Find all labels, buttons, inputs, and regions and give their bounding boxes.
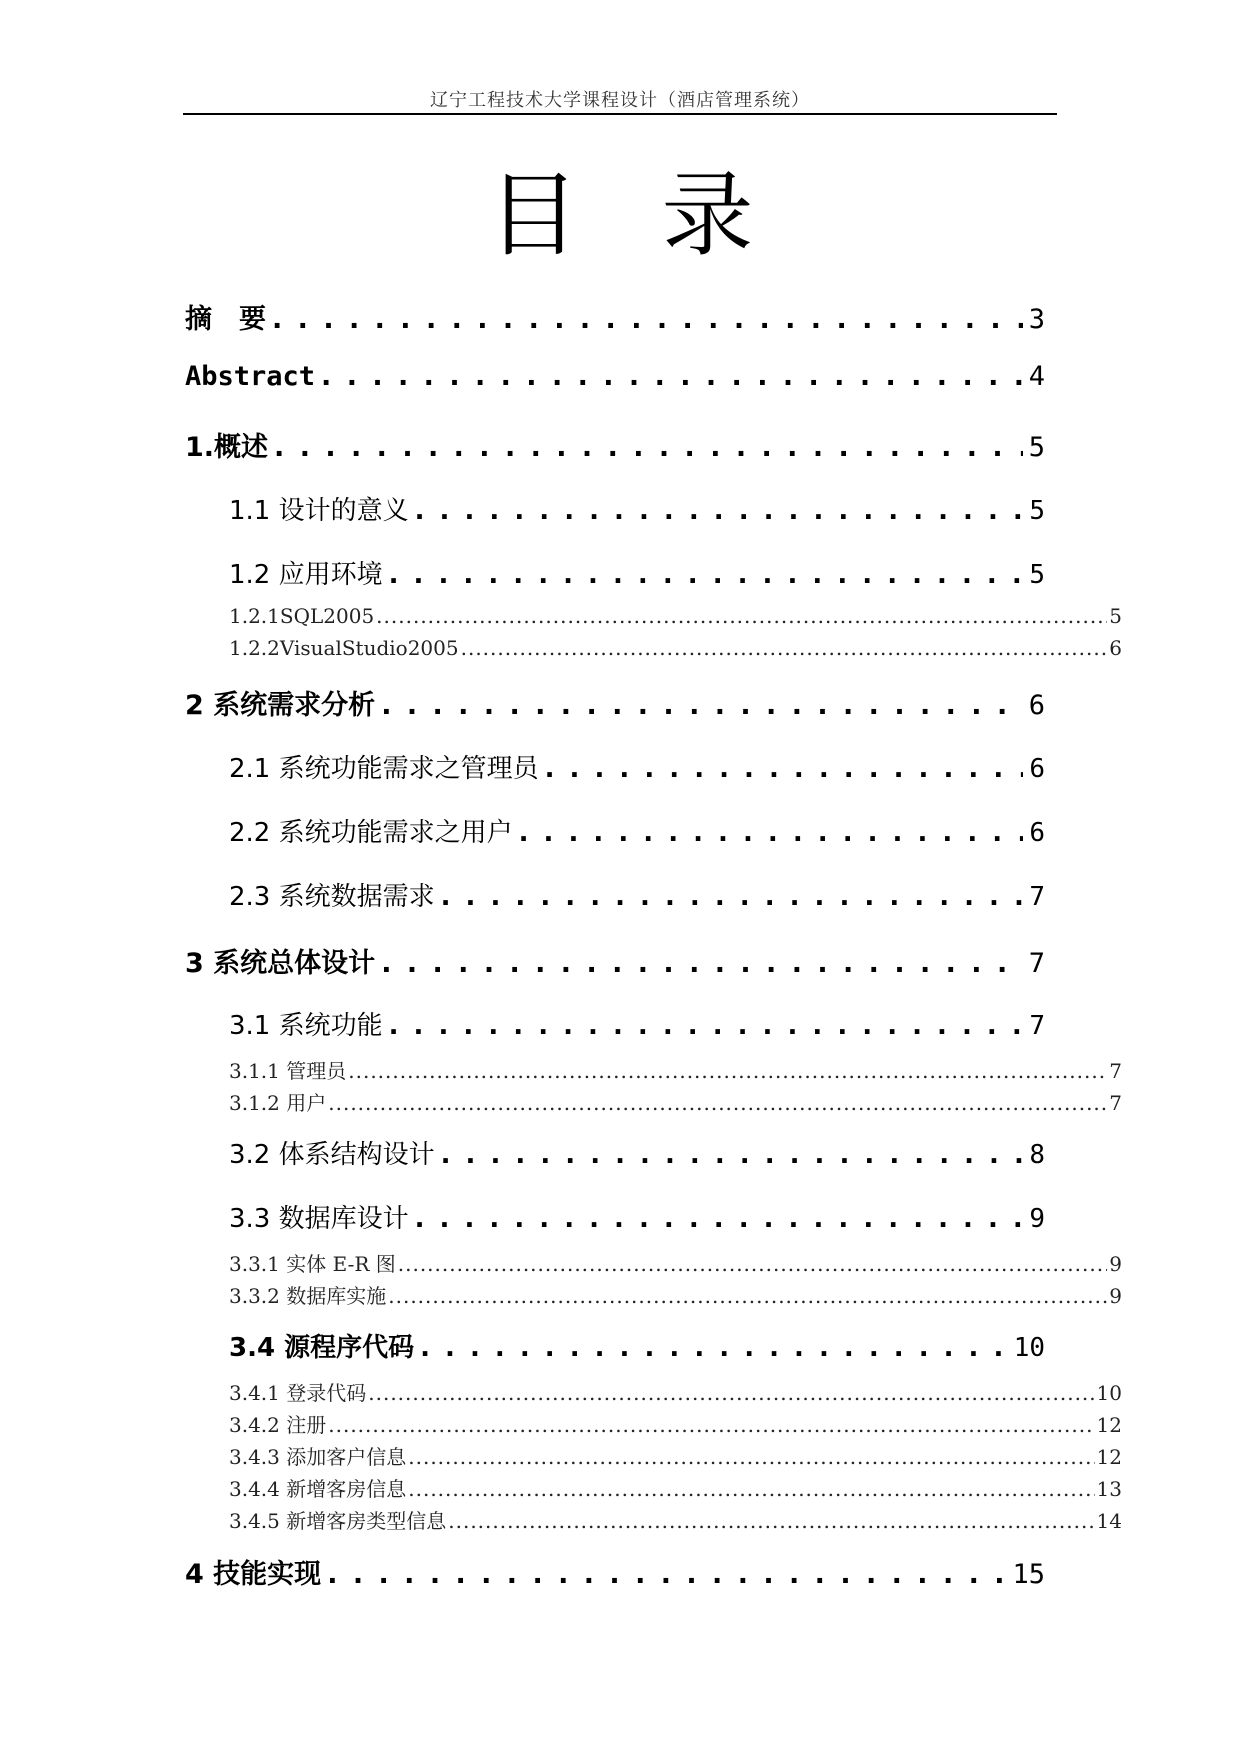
toc-leader-dots [461, 636, 1108, 660]
toc-entry-page: 9 [1029, 1204, 1045, 1234]
toc-entry-3-4-1[interactable] [229, 1377, 1122, 1406]
toc-entry-1-1[interactable] [229, 490, 1045, 527]
toc-leader-dots [327, 1559, 1006, 1590]
toc-entry-label: 3.4.2 注册 [229, 1413, 327, 1437]
toc-entry-3-3-1[interactable] [229, 1248, 1122, 1277]
toc-entry-page: 3 [1028, 304, 1045, 335]
toc-entry-3-4-5[interactable] [229, 1505, 1122, 1534]
toc-entry-label: 3.4.5 新增客房类型信息 [229, 1509, 447, 1533]
toc-entry-label: 3.1 系统功能 [229, 1011, 383, 1041]
toc-entry-4[interactable] [185, 1552, 1045, 1591]
toc-entry-1-2[interactable] [229, 554, 1045, 591]
toc-leader-dots [389, 560, 1024, 590]
toc-entry-page: 4 [1028, 361, 1045, 392]
toc-entry-page: 10 [1096, 1381, 1122, 1405]
toc-entry-2-2[interactable] [229, 812, 1045, 849]
toc-entry-page: 6 [1109, 636, 1122, 660]
toc-entry-label: 3.3 数据库设计 [229, 1204, 409, 1234]
toc-entry-page: 9 [1109, 1284, 1122, 1308]
toc-entry-label: 1.2.1SQL2005 [229, 604, 375, 628]
toc-leader-dots [415, 1204, 1024, 1234]
toc-leader-dots [441, 882, 1024, 912]
toc-entry-label: 3.4.4 新增客房信息 [229, 1477, 407, 1501]
toc-leader-dots [381, 690, 1023, 721]
toc-entry-label: 1.2.2VisualStudio2005 [229, 636, 459, 660]
toc-entry-label: 3.3.2 数据库实施 [229, 1284, 387, 1308]
toc-entry-1-2-2[interactable] [229, 636, 1122, 660]
toc-leader-dots [368, 1381, 1094, 1405]
toc-entry-3[interactable] [185, 941, 1045, 980]
toc-leader-dots [398, 1252, 1108, 1276]
toc-title: 目录 [487, 162, 836, 269]
toc-leader-dots [415, 496, 1024, 526]
toc-entry-page: 5 [1028, 432, 1045, 463]
toc-entry-page: 13 [1096, 1477, 1122, 1501]
toc-leader-dots [376, 604, 1107, 628]
toc-entry-label: 3.3.1 实体 E-R 图 [229, 1252, 396, 1276]
header-rule [183, 113, 1057, 115]
toc-entry-1[interactable] [185, 425, 1045, 464]
toc-entry-page: 7 [1029, 1011, 1045, 1041]
toc-entry-page: 6 [1029, 754, 1045, 784]
toc-leader-dots [328, 1091, 1107, 1115]
toc-entry-3-1-2[interactable] [229, 1087, 1122, 1116]
toc-entry-page: 7 [1109, 1091, 1122, 1115]
toc-entry-label: 3.1.1 管理员 [229, 1059, 347, 1083]
toc-entry-page: 10 [1013, 1333, 1045, 1363]
toc-entry-label: 4 技能实现 [185, 1559, 322, 1590]
toc-entry-label: 2.1 系统功能需求之管理员 [229, 754, 539, 784]
toc-leader-dots [321, 361, 1023, 392]
toc-entry-label: 1.2 应用环境 [229, 560, 383, 590]
toc-entry-label: 2.3 系统数据需求 [229, 882, 435, 912]
toc-entry-abstract-cn[interactable] [185, 297, 1045, 336]
toc-entry-page: 5 [1029, 560, 1045, 590]
toc-entry-page: 12 [1096, 1413, 1122, 1437]
toc-leader-dots [441, 1140, 1024, 1170]
toc-entry-2[interactable] [185, 683, 1045, 722]
page-header: 辽宁工程技术大学课程设计（酒店管理系统） [430, 90, 810, 111]
toc-entry-3-3[interactable] [229, 1198, 1045, 1235]
toc-leader-dots [274, 432, 1023, 463]
toc-entry-label: 3 系统总体设计 [185, 948, 376, 979]
toc-entry-3-4-4[interactable] [229, 1473, 1122, 1502]
toc-entry-3-4-2[interactable] [229, 1409, 1122, 1438]
toc-entry-page: 5 [1109, 604, 1122, 628]
toc-leader-dots [448, 1509, 1094, 1533]
toc-entry-page: 5 [1029, 496, 1045, 526]
toc-entry-label: 1.1 设计的意义 [229, 496, 409, 526]
toc-entry-3-4-3[interactable] [229, 1441, 1122, 1470]
toc-entry-page: 8 [1029, 1140, 1045, 1170]
toc-entry-3-1-1[interactable] [229, 1055, 1122, 1084]
toc-leader-dots [348, 1059, 1107, 1083]
toc-entry-page: 7 [1109, 1059, 1122, 1083]
toc-entry-label: 2.2 系统功能需求之用户 [229, 818, 513, 848]
toc-entry-page: 9 [1109, 1252, 1122, 1276]
toc-entry-page: 7 [1029, 882, 1045, 912]
toc-entry-label: 3.4.1 登录代码 [229, 1381, 367, 1405]
toc-leader-dots [381, 948, 1023, 979]
toc-entry-page: 14 [1096, 1509, 1122, 1533]
toc-entry-3-2[interactable] [229, 1134, 1045, 1171]
toc-entry-label: 3.2 体系结构设计 [229, 1140, 435, 1170]
toc-entry-page: 6 [1028, 690, 1045, 721]
toc-entry-2-3[interactable] [229, 876, 1045, 913]
toc-leader-dots [328, 1413, 1094, 1437]
toc-entry-3-3-2[interactable] [229, 1280, 1122, 1309]
toc-entry-abstract-en[interactable] [185, 361, 1045, 392]
toc-entry-label: 3.4 源程序代码 [229, 1333, 415, 1363]
toc-entry-label: 2 系统需求分析 [185, 690, 376, 721]
toc-entry-page: 12 [1096, 1445, 1122, 1469]
toc-entry-label: 摘 要 [185, 304, 266, 335]
toc-entry-3-1[interactable] [229, 1005, 1045, 1042]
toc-entry-label: 3.4.3 添加客户信息 [229, 1445, 407, 1469]
toc-leader-dots [408, 1477, 1094, 1501]
toc-entry-label: Abstract [185, 361, 316, 392]
toc-leader-dots [519, 818, 1024, 848]
toc-entry-2-1[interactable] [229, 748, 1045, 785]
toc-leader-dots [389, 1011, 1024, 1041]
toc-entry-page: 6 [1029, 818, 1045, 848]
toc-entry-label: 1.概述 [185, 432, 269, 463]
toc-entry-label: 3.1.2 用户 [229, 1091, 327, 1115]
toc-entry-3-4[interactable] [229, 1327, 1045, 1364]
toc-leader-dots [545, 754, 1024, 784]
toc-leader-dots [420, 1333, 1008, 1363]
toc-leader-dots [408, 1445, 1094, 1469]
toc-entry-page: 7 [1028, 948, 1045, 979]
toc-entry-page: 15 [1012, 1559, 1045, 1590]
toc-leader-dots [272, 304, 1023, 335]
toc-leader-dots [388, 1284, 1107, 1308]
toc-entry-1-2-1[interactable] [229, 604, 1122, 628]
